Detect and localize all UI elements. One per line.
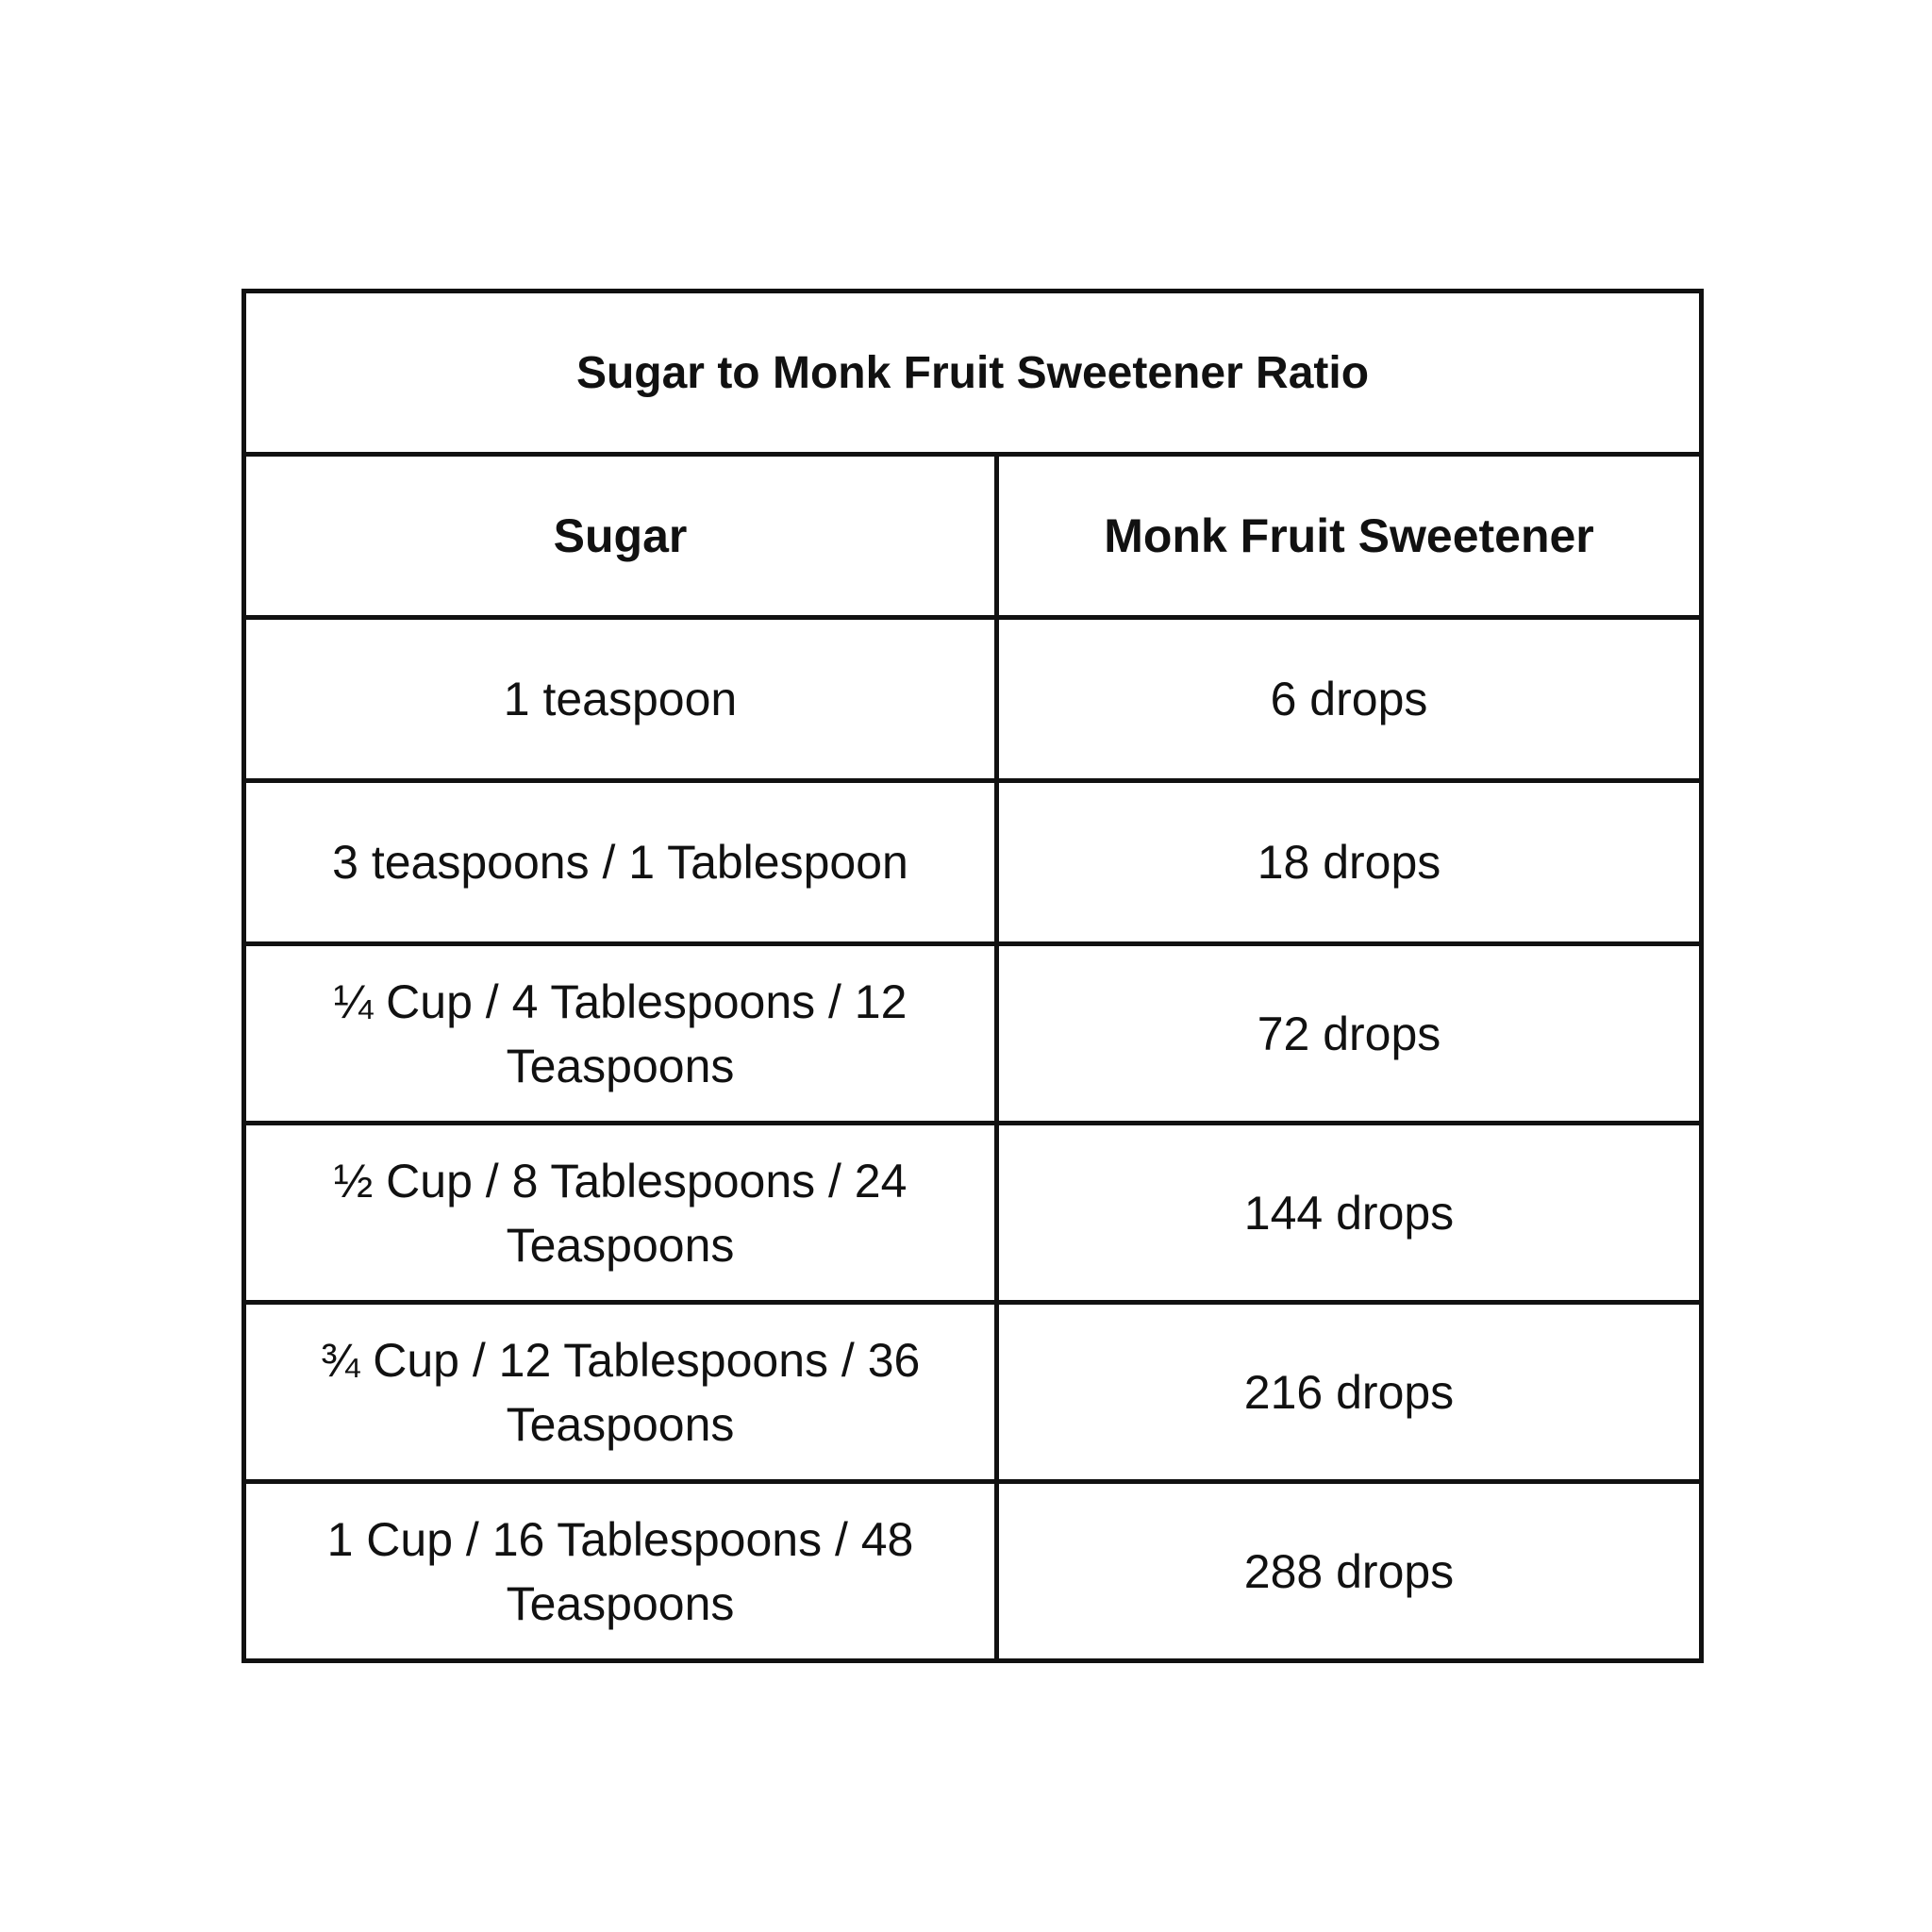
- sugar-cell: 3 teaspoons / 1 Tablespoon: [244, 781, 997, 944]
- sugar-cell: 1 teaspoon: [244, 618, 997, 781]
- title-row: [244, 291, 1702, 455]
- table-row: [244, 1303, 1702, 1482]
- sugar-cell: ½ Cup / 8 Tablespoons / 24 Teaspoons: [244, 1124, 997, 1303]
- header-row: [244, 455, 1702, 618]
- monk-cell: 288 drops: [997, 1482, 1702, 1661]
- table-row: [244, 944, 1702, 1124]
- table-row: [244, 1124, 1702, 1303]
- header-monk-fruit: Monk Fruit Sweetener: [997, 455, 1702, 618]
- monk-cell: 216 drops: [997, 1303, 1702, 1482]
- header-sugar: Sugar: [244, 455, 997, 618]
- table-row: [244, 618, 1702, 781]
- sugar-cell: ¾ Cup / 12 Tablespoons / 36 Teaspoons: [244, 1303, 997, 1482]
- monk-cell: 18 drops: [997, 781, 1702, 944]
- table-row: [244, 781, 1702, 944]
- sugar-cell: 1 Cup / 16 Tablespoons / 48 Teaspoons: [244, 1482, 997, 1661]
- monk-cell: 144 drops: [997, 1124, 1702, 1303]
- monk-cell: 72 drops: [997, 944, 1702, 1124]
- monk-cell: 6 drops: [997, 618, 1702, 781]
- table-title: Sugar to Monk Fruit Sweetener Ratio: [244, 291, 1702, 455]
- table-row: [244, 1482, 1702, 1661]
- sugar-cell: ¼ Cup / 4 Tablespoons / 12 Teaspoons: [244, 944, 997, 1124]
- ratio-table: [242, 289, 1704, 1663]
